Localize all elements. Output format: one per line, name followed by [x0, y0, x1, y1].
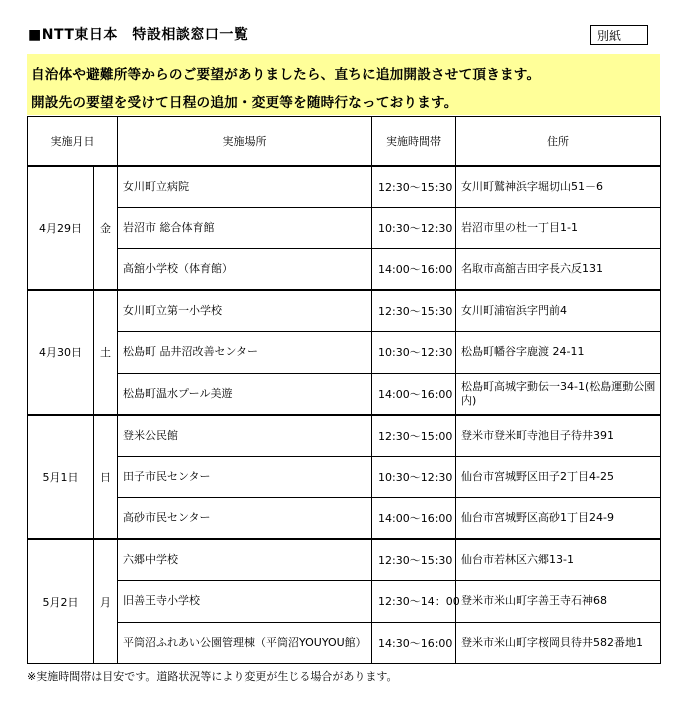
venue-cell: 平筒沼ふれあい公園管理棟（平筒沼YOUYOU館） [118, 622, 372, 664]
venue-cell: 岩沼市 総合体育館 [118, 207, 372, 249]
address-cell: 登米市米山町字桜岡貝待井582番地1 [456, 622, 661, 664]
table-row [28, 166, 661, 208]
schedule-table [27, 116, 661, 664]
venue-cell: 田子市民センター [118, 456, 372, 498]
address-cell: 女川町鷲神浜字堀切山51－6 [456, 166, 661, 208]
address-cell: 仙台市宮城野区田子2丁目4-25 [456, 456, 661, 498]
table-row [28, 290, 661, 332]
time-cell: 12:30～15:30 [372, 539, 456, 581]
header-venue: 実施場所 [118, 117, 372, 166]
address-cell: 女川町浦宿浜字門前4 [456, 290, 661, 332]
venue-cell: 高砂市民センター [118, 498, 372, 540]
address-cell: 松島町幡谷字鹿渡 24-11 [456, 332, 661, 374]
notice-line-2: 開設先の要望を受けて日程の追加・変更等を随時行なっております。 [31, 95, 458, 111]
header-time: 実施時間帯 [372, 117, 456, 166]
notice-banner [27, 54, 660, 115]
address-cell: 登米市登米町寺池目子待井391 [456, 415, 661, 457]
weekday-cell: 金 [94, 166, 118, 291]
table-row [28, 539, 661, 581]
address-cell: 名取市高舘吉田字長六反131 [456, 249, 661, 291]
address-cell: 岩沼市里の杜一丁目1-1 [456, 207, 661, 249]
page-title: ■NTT東日本 特設相談窓口一覧 [28, 27, 249, 43]
table-row [28, 332, 661, 374]
time-cell: 12:30～15:30 [372, 166, 456, 208]
notice-line-1: 自治体や避難所等からのご要望がありましたら、直ちに追加開設させて頂きます。 [31, 67, 541, 83]
footnote: ※実施時間帯は目安です。道路状況等により変更が生じる場合があります。 [27, 670, 398, 683]
time-cell: 14:00～16:00 [372, 249, 456, 291]
address-cell: 仙台市若林区六郷13-1 [456, 539, 661, 581]
time-cell: 14:00～16:00 [372, 373, 456, 415]
time-cell: 10:30～12:30 [372, 332, 456, 374]
header-address: 住所 [456, 117, 661, 166]
time-cell: 14:00～16:00 [372, 498, 456, 540]
venue-cell: 女川町立第一小学校 [118, 290, 372, 332]
table-header-row [28, 117, 661, 166]
time-cell: 12:30～15:30 [372, 290, 456, 332]
table-row [28, 498, 661, 540]
header-date: 実施月日 [28, 117, 118, 166]
venue-cell: 高舘小学校（体育館） [118, 249, 372, 291]
venue-cell: 登米公民館 [118, 415, 372, 457]
venue-cell: 旧善王寺小学校 [118, 581, 372, 623]
address-cell: 登米市米山町字善王寺石神68 [456, 581, 661, 623]
weekday-cell: 月 [94, 539, 118, 664]
venue-cell: 松島町 品井沼改善センター [118, 332, 372, 374]
table-row [28, 373, 661, 415]
address-cell: 仙台市宮城野区高砂1丁目24-9 [456, 498, 661, 540]
table-row [28, 456, 661, 498]
venue-cell: 松島町温水プール美遊 [118, 373, 372, 415]
weekday-cell: 土 [94, 290, 118, 415]
time-cell: 10:30～12:30 [372, 456, 456, 498]
address-cell: 松島町高城字動伝一34-1(松島運動公園内) [456, 373, 661, 415]
table-row [28, 207, 661, 249]
time-cell: 12:30～14：00 [372, 581, 456, 623]
table-row [28, 581, 661, 623]
attachment-label: 別紙 [590, 25, 648, 45]
table-row [28, 249, 661, 291]
venue-cell: 六郷中学校 [118, 539, 372, 581]
date-cell: 4月30日 [28, 290, 94, 415]
table-row [28, 622, 661, 664]
time-cell: 10:30～12:30 [372, 207, 456, 249]
date-cell: 5月2日 [28, 539, 94, 664]
time-cell: 12:30～15:00 [372, 415, 456, 457]
date-cell: 4月29日 [28, 166, 94, 291]
time-cell: 14:30～16:00 [372, 622, 456, 664]
date-cell: 5月1日 [28, 415, 94, 540]
weekday-cell: 日 [94, 415, 118, 540]
table-row [28, 415, 661, 457]
venue-cell: 女川町立病院 [118, 166, 372, 208]
